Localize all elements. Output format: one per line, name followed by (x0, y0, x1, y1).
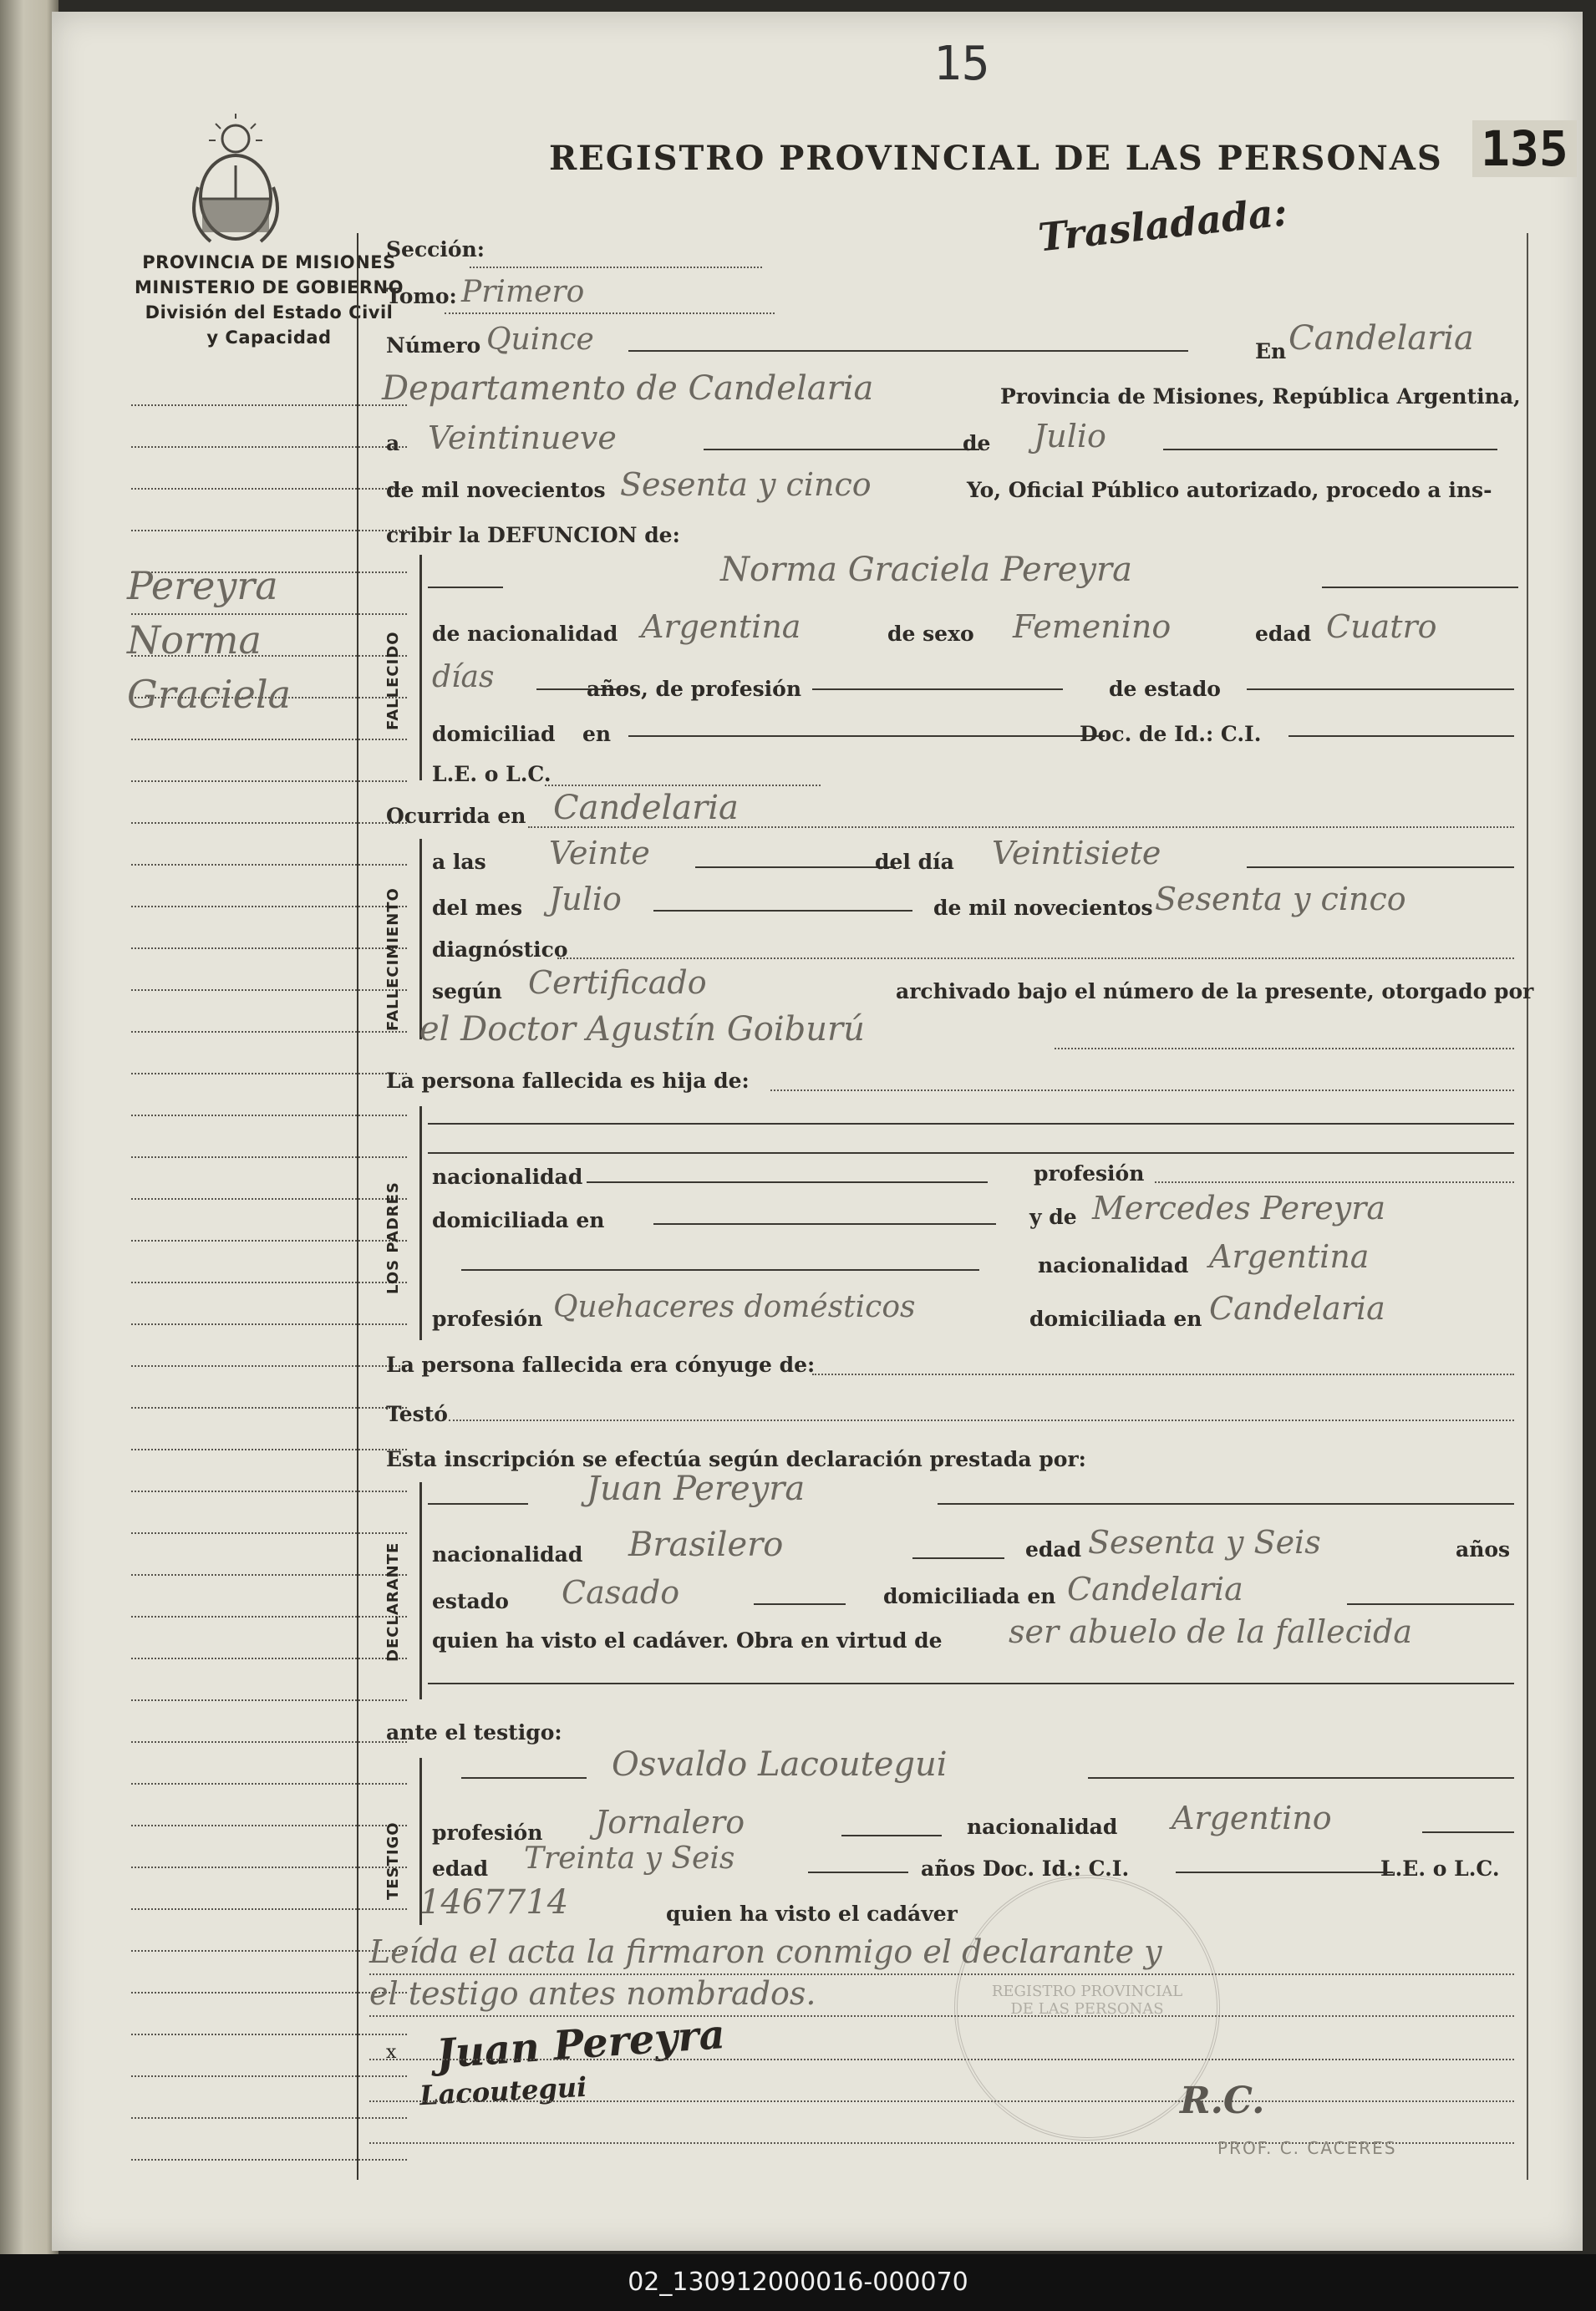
fallecido-doc-label: Doc. de Id.: C.I. (1080, 722, 1262, 746)
gov-ministry: MINISTERIO DE GOBIERNO (135, 277, 404, 297)
madre-domiciliada-label: domiciliada en (1029, 1307, 1202, 1331)
testigo-edad-value: Treinta y Seis (524, 1841, 735, 1876)
declarante-domiciliada-label: domiciliada en (883, 1584, 1056, 1608)
numero-label: Número (386, 333, 481, 358)
madre-nacionalidad-value: Argentina (1209, 1238, 1370, 1275)
declarante-signature: Juan Pereyra (435, 2011, 727, 2078)
fallecido-en-label: en (582, 722, 612, 746)
fallecido-sexo-label: de sexo (887, 622, 974, 646)
gov-capacity: y Capacidad (206, 328, 332, 348)
padre-domiciliada-label: domiciliada en (432, 1208, 605, 1232)
testigo-nacionalidad-value: Argentino (1172, 1800, 1332, 1836)
dia-fallecimiento-value: Veintisiete (992, 835, 1161, 871)
closing-line-2: el testigo antes nombrados. (369, 1975, 816, 2012)
testigo-section-label: TESTIGO (384, 1821, 402, 1900)
hora-label: a las (432, 850, 486, 874)
fecha-de-label: de (963, 431, 991, 455)
madre-value: Mercedes Pereyra (1092, 1190, 1386, 1227)
file-id-bar (0, 2254, 1596, 2311)
fecha-a-label: a (386, 431, 400, 455)
ocurrida-label: Ocurrida en (386, 804, 526, 828)
officer-signature: R.C. (1180, 2080, 1265, 2122)
diagnostico-label: diagnóstico (432, 937, 568, 962)
declarante-nombre: Juan Pereyra (587, 1470, 806, 1508)
margin-middle-name: Graciela (127, 672, 291, 717)
official-seal (954, 1875, 1220, 2141)
segun-value: Certificado (528, 964, 707, 1001)
declarante-nacionalidad-value: Brasilero (628, 1526, 784, 1564)
fallecido-section-label: FALLECIDO (384, 631, 402, 730)
fallecido-edad-value: Cuatro (1326, 608, 1437, 645)
mil-fallecimiento-label: de mil novecientos (933, 896, 1153, 920)
government-header (119, 250, 419, 350)
register-page (52, 12, 1583, 2251)
fallecido-estado-label: de estado (1109, 677, 1221, 701)
padre-nacionalidad-label: nacionalidad (432, 1165, 583, 1189)
signature-mark: x (386, 2042, 397, 2063)
fallecido-domicilio-label: domiciliad (432, 722, 556, 746)
coat-of-arms-icon (177, 112, 294, 246)
page-number: 15 (933, 37, 990, 91)
dia-value: Veintinueve (428, 419, 617, 456)
mes-fallecimiento-value: Julio (549, 881, 622, 917)
testigo-profesion-value: Jornalero (595, 1804, 745, 1841)
testo-label: Testó (386, 1402, 448, 1426)
en-value: Candelaria (1288, 319, 1474, 358)
testigo-nombre: Osvaldo Lacoutegui (612, 1745, 948, 1784)
testigo-nacionalidad-label: nacionalidad (967, 1815, 1118, 1839)
fallecido-nombre: Norma Graciela Pereyra (720, 551, 1132, 589)
testigo-profesion-label: profesión (432, 1821, 543, 1845)
tomo-value: Primero (461, 275, 585, 309)
madre-domiciliada-value: Candelaria (1209, 1290, 1385, 1327)
fallecido-nacionalidad-label: de nacionalidad (432, 622, 618, 646)
oficial-text: Yo, Oficial Público autorizado, procedo a ins- (967, 478, 1492, 502)
mes-value: Julio (1034, 418, 1106, 455)
madre-nacionalidad-label: nacionalidad (1038, 1253, 1189, 1277)
declarante-section-label: DECLARANTE (384, 1542, 402, 1662)
declarante-nacionalidad-label: nacionalidad (432, 1542, 583, 1567)
gov-division: División del Estado Civil (145, 302, 394, 323)
declarante-visto-value: ser abuelo de la fallecida (1009, 1613, 1412, 1650)
book-spine (0, 0, 58, 2256)
inscribir-text: cribir la DEFUNCION de: (386, 523, 680, 547)
declarante-edad-value: Sesenta y Seis (1088, 1524, 1321, 1561)
mes-label: del mes (432, 896, 523, 920)
testigo-edad-label: edad (432, 1856, 489, 1881)
declarante-visto-label: quien ha visto el cadáver. Obra en virtud de (432, 1628, 943, 1653)
stamp-number: 135 (1472, 120, 1577, 177)
y-de-label: y de (1029, 1205, 1077, 1229)
anio-value: Sesenta y cinco (620, 466, 872, 503)
dia-label: del día (875, 850, 954, 874)
declarante-domiciliada-value: Candelaria (1067, 1571, 1243, 1608)
hora-value: Veinte (549, 835, 650, 871)
fallecido-edad-label: edad (1255, 622, 1312, 646)
padres-section-label: LOS PADRES (384, 1181, 402, 1294)
declarante-estado-value: Casado (562, 1574, 680, 1611)
segun-label: según (432, 979, 502, 1003)
anio-fallecimiento-value: Sesenta y cinco (1155, 881, 1406, 917)
madre-profesion-label: profesión (432, 1307, 543, 1331)
fallecido-sexo-value: Femenino (1013, 608, 1172, 645)
testigo-signature: Lacoutegui (419, 2070, 588, 2112)
seccion-label: Sección: (386, 237, 485, 262)
provincia-text: Provincia de Misiones, República Argentina, (1000, 384, 1521, 409)
madre-profesion-value: Quehaceres domésticos (553, 1290, 916, 1324)
tomo-label: Tomo: (386, 284, 457, 308)
fallecimiento-section-label: FALLECIMIENTO (384, 887, 402, 1031)
seal-text: REGISTRO PROVINCIAL DE LAS PERSONAS (991, 1983, 1183, 2018)
padre-profesion-label: profesión (1034, 1161, 1145, 1186)
hija-label: La persona fallecida es hija de: (386, 1069, 750, 1093)
mil-label: de mil novecientos (386, 478, 606, 502)
en-label: En (1255, 339, 1287, 363)
fallecido-le-label: L.E. o L.C. (432, 762, 551, 786)
fallecido-nacionalidad-value: Argentina (641, 608, 801, 645)
closing-line-1: Leída el acta la firmaron conmigo el declarante y (369, 1933, 1162, 1970)
declarante-edad-label: edad (1025, 1537, 1082, 1562)
testigo-visto-label: quien ha visto el cadáver (666, 1902, 958, 1926)
testigo-intro: ante el testigo: (386, 1720, 562, 1745)
fallecido-edad-unit: días (432, 660, 495, 694)
margin-name: Norma (127, 617, 262, 663)
file-id: 02_130912000016-000070 (628, 2268, 968, 2297)
inscripcion-label: Esta inscripción se efectúa según declaración prestada por: (386, 1447, 1086, 1471)
testigo-doc-label: años Doc. Id.: C.I. (921, 1856, 1130, 1881)
archivado-text: archivado bajo el número de la presente, otorgado por (896, 979, 1534, 1003)
margin-surname: Pereyra (127, 563, 278, 608)
transfer-annotation: Trasladada: (1035, 189, 1290, 261)
declarante-anios-label: años (1456, 1537, 1511, 1562)
testigo-le-label: L.E. o L.C. (1380, 1856, 1500, 1881)
ocurrida-value: Candelaria (553, 789, 739, 827)
declarante-estado-label: estado (432, 1589, 509, 1613)
numero-value: Quince (486, 323, 594, 357)
fallecido-anios-profesion-label: años, de profesión (587, 677, 802, 701)
doctor-value: el Doctor Agustín Goiburú (419, 1010, 865, 1049)
testigo-le-value: 1467714 (419, 1883, 569, 1922)
gov-province: PROVINCIA DE MISIONES (142, 252, 396, 272)
page-title: REGISTRO PROVINCIAL DE LAS PERSONAS (549, 139, 1443, 178)
conyuge-label: La persona fallecida era cónyuge de: (386, 1353, 816, 1377)
officer-name: PROF. C. CACERES (1217, 2138, 1397, 2158)
departamento-value: Departamento de Candelaria (382, 369, 874, 408)
